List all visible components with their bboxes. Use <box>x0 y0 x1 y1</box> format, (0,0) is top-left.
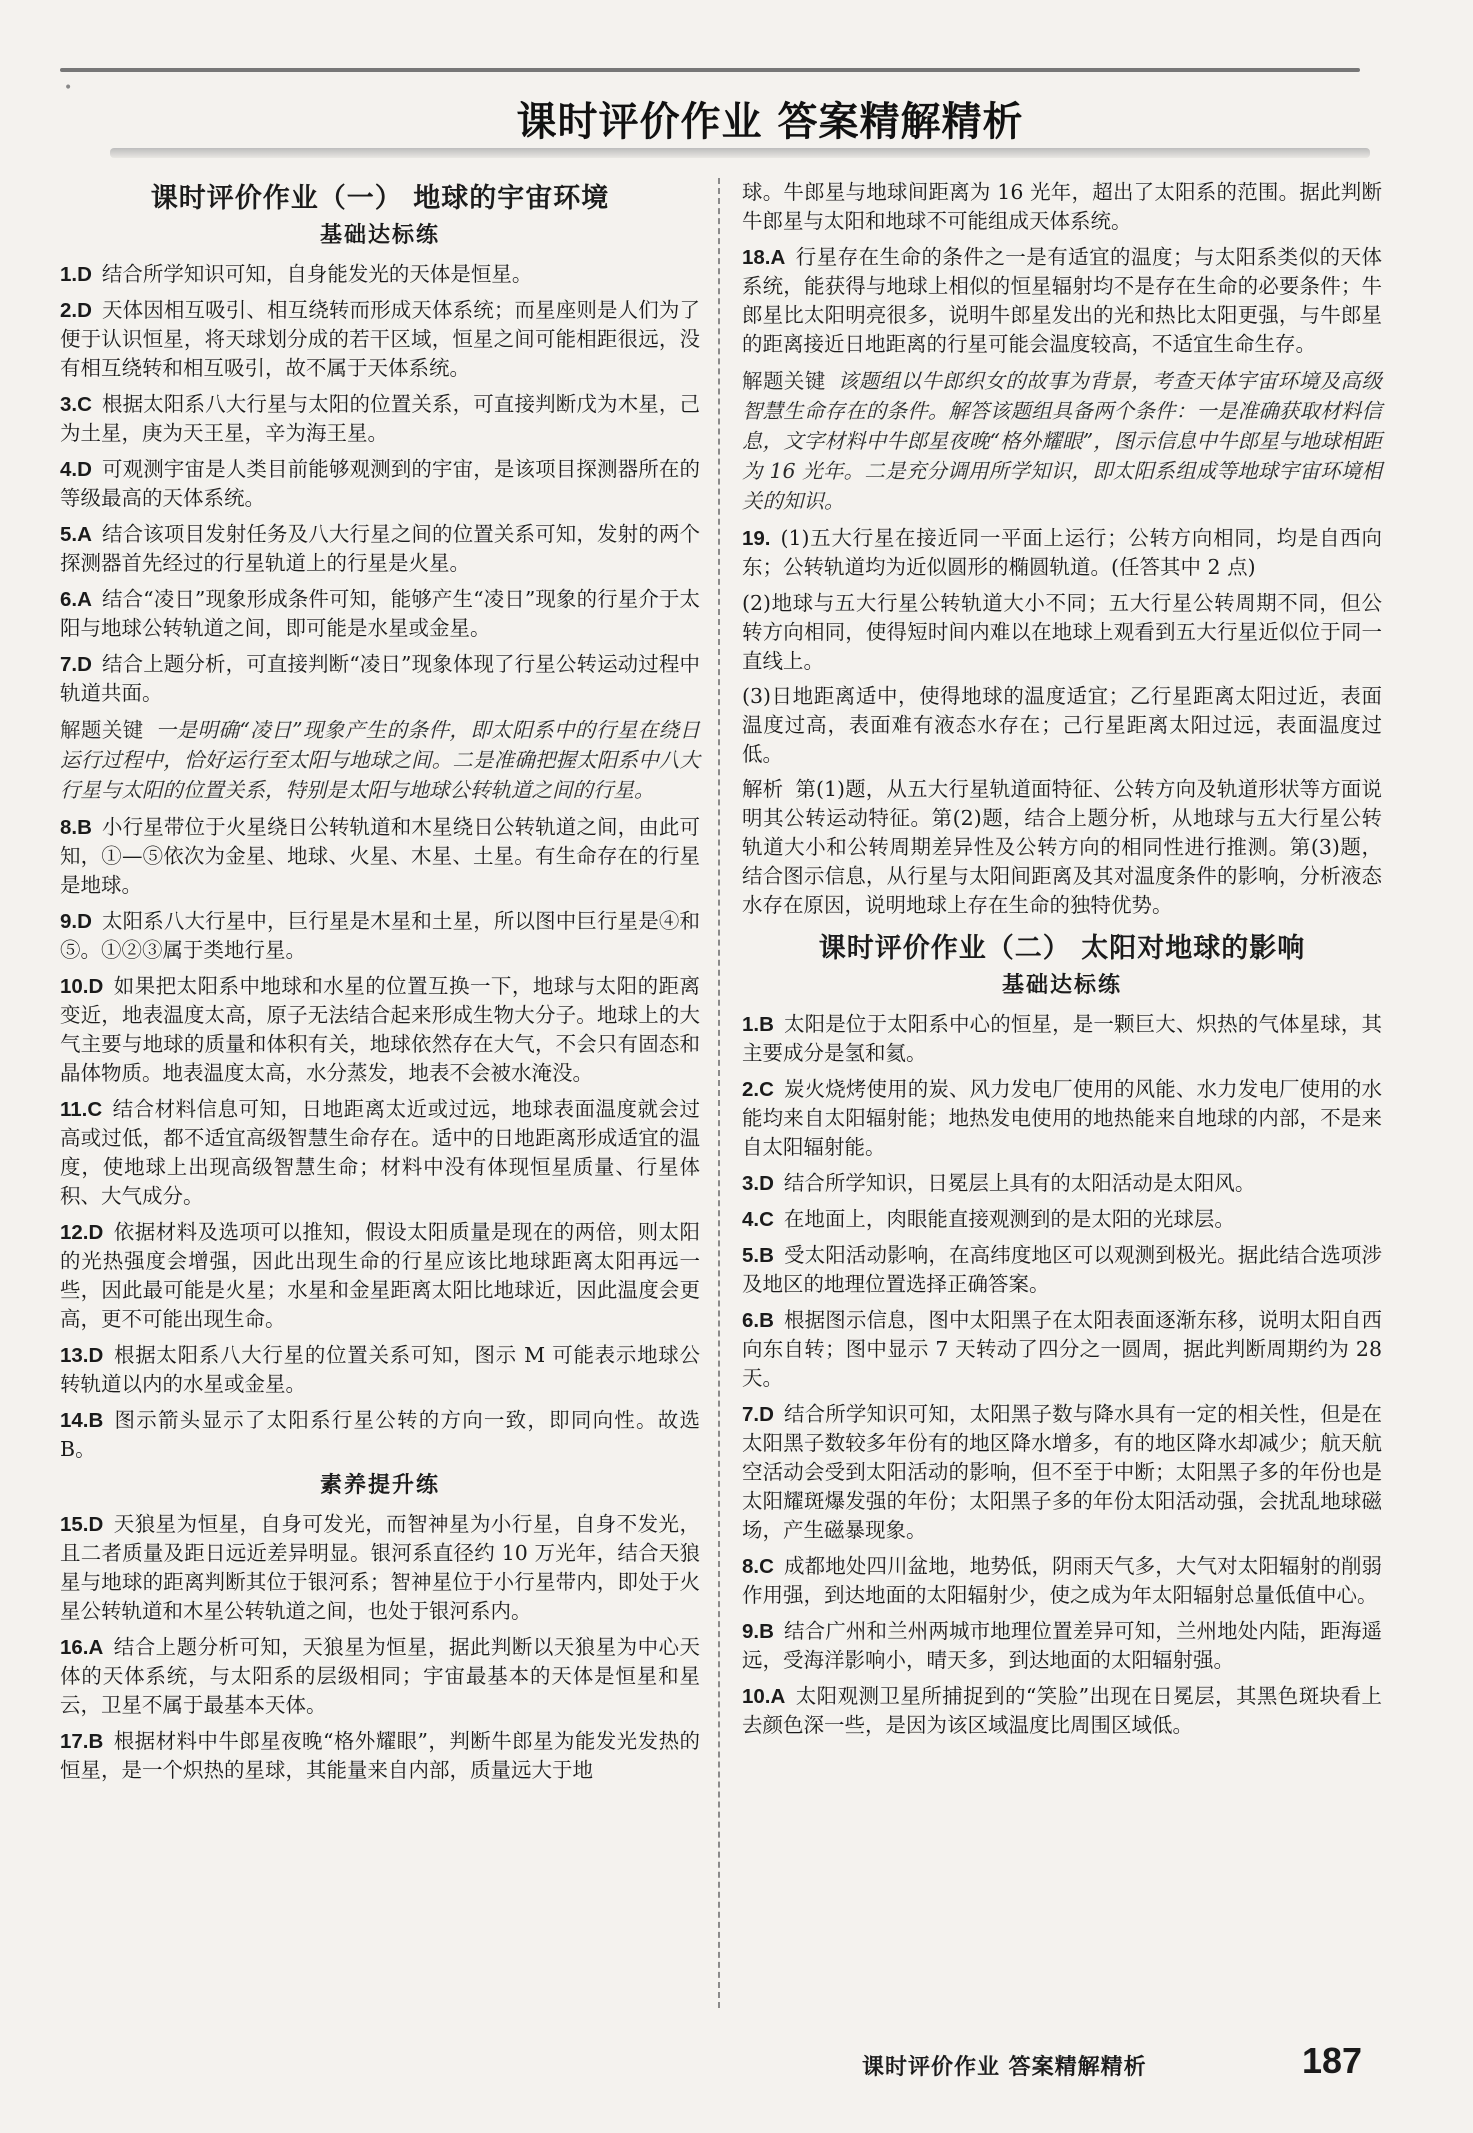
answer-number: 16.A <box>60 1636 104 1659</box>
answer-text: 太阳观测卫星所捕捉到的“笑脸”出现在日冕层，其黑色斑块看上去颜色深一些，是因为该区域温度比周围区域低。 <box>742 1684 1382 1737</box>
section-title-1: 课时评价作业（一） 地球的宇宙环境 <box>150 183 610 214</box>
answer-number: 7.D <box>742 1403 774 1426</box>
answer-number: 8.C <box>742 1555 774 1578</box>
answer-number: 19. <box>742 527 771 550</box>
answer-number: 6.A <box>60 588 92 611</box>
answer-part-3: (3)日地距离适中，使得地球的温度适宜；乙行星距离太阳过近，表面温度过高，表面难有液态水存在；己行星距离太阳过远，表面温度过低。 <box>742 684 1382 766</box>
header-band <box>110 148 1370 158</box>
answer-text: 太阳是位于太阳系中心的恒星，是一颗巨大、炽热的气体星球，其主要成分是氢和氦。 <box>742 1012 1382 1065</box>
answer-number: 3.C <box>60 393 92 416</box>
column-divider <box>718 178 720 2008</box>
answer-item <box>60 1095 700 1211</box>
answer-number: 9.D <box>60 910 92 933</box>
answer-item <box>60 1341 700 1399</box>
answer-text: 根据图示信息，图中太阳黑子在太阳表面逐渐东移，说明太阳自西向东自转；图中显示 7 天转动了四分之一圆周，据此判断周期约为 28 天。 <box>742 1308 1382 1390</box>
answer-item <box>60 1727 700 1785</box>
answer-number: 18.A <box>742 246 786 269</box>
answer-item <box>60 296 700 383</box>
analysis-paragraph <box>742 775 1382 920</box>
answer-item <box>60 1510 700 1626</box>
answer-number: 2.C <box>742 1078 774 1101</box>
header-rule <box>60 68 1360 72</box>
answer-number: 2.D <box>60 299 92 322</box>
answer-item <box>60 972 700 1088</box>
answer-number: 17.B <box>60 1730 104 1753</box>
answer-number: 15.D <box>60 1513 104 1536</box>
basic-practice-title: 基础达标练 <box>1001 973 1122 998</box>
page-number: 187 <box>1302 2040 1363 2081</box>
answer-text: 依据材料及选项可以推知，假设太阳质量是现在的两倍，则太阳的光热强度会增强，因此出现生命的行星应该比地球距离太阳再远一些，因此最可能是火星；水星和金星距离太阳比地球近，因此温度会更高，更不可能出现生命。 <box>60 1220 700 1331</box>
answer-item <box>742 1552 1382 1610</box>
answer-part-2: (2)地球与五大行星公转轨道大小不同；五大行星公转周期不同，但公转方向相同，使得短时间内难以在地球上观看到五大行星近似位于同一直线上。 <box>742 591 1382 673</box>
answer-item <box>742 1169 1382 1198</box>
answer-number: 1.B <box>742 1013 774 1036</box>
answer-number: 10.D <box>60 975 104 998</box>
answer-item <box>742 1010 1382 1068</box>
answer-item <box>742 1205 1382 1234</box>
advanced-practice-title: 素养提升练 <box>319 1473 440 1498</box>
answer-item <box>60 1406 700 1464</box>
analysis-label: 解析 <box>742 777 784 801</box>
answer-number: 12.D <box>60 1221 104 1244</box>
answer-item <box>742 1241 1382 1299</box>
answer-item <box>60 260 700 289</box>
answer-item <box>742 1075 1382 1162</box>
answer-text: 结合上题分析，可直接判断“凌日”现象体现了行星公转运动过程中轨道共面。 <box>60 652 700 705</box>
answer-item <box>60 585 700 643</box>
answer-text: 结合所学知识，日冕层上具有的太阳活动是太阳风。 <box>783 1171 1256 1195</box>
answer-item <box>60 1633 700 1720</box>
answer-item <box>60 650 700 708</box>
left-column <box>60 178 700 1792</box>
answer-text: 结合该项目发射任务及八大行星之间的位置关系可知，发射的两个探测器首先经过的行星轨道上的行星是火星。 <box>60 522 700 575</box>
page-header-title: 课时评价作业 答案精解精析 <box>516 99 1024 145</box>
basic-practice-title: 基础达标练 <box>319 223 440 248</box>
answer-text: 行星存在生命的条件之一是有适宜的温度；与太阳系类似的天体系统，能获得与地球上相似的恒星辐射均不是存在生命的必要条件；牛郎星比太阳明亮很多，说明牛郎星发出的光和热比太阳更强，与牛郎星的距离接近日地距离的行星可能会温度较高，不适宜生命生存。 <box>742 245 1382 356</box>
answer-number: 8.B <box>60 816 92 839</box>
answer-item <box>60 520 700 578</box>
answer-item-19 <box>742 524 1382 582</box>
answer-number: 11.C <box>60 1098 103 1121</box>
answer-number: 14.B <box>60 1409 104 1432</box>
solution-key-note <box>60 715 700 805</box>
answer-text: 图示箭头显示了太阳系行星公转的方向一致，即同向性。故选 B。 <box>60 1408 700 1461</box>
answer-item <box>60 907 700 965</box>
answer-number: 7.D <box>60 653 92 676</box>
answer-number: 5.B <box>742 1244 774 1267</box>
answer-item <box>742 243 1382 359</box>
answer-item <box>742 1306 1382 1393</box>
answer-text: 结合所学知识可知，太阳黑子数与降水具有一定的相关性，但是在太阳黑子数较多年份有的地区降水增多，有的地区降水却减少；航天航空活动会受到太阳活动的影响，但不至于中断；太阳黑子多的年份也是太阳耀斑爆发强的年份；太阳黑子多的年份太阳活动强，会扰乱地球磁场，产生磁暴现象。 <box>742 1402 1382 1542</box>
answer-number: 6.B <box>742 1309 774 1332</box>
header-decoration: • <box>64 80 73 96</box>
right-column <box>742 178 1382 1747</box>
answer-text: 结合上题分析可知，天狼星为恒星，据此判断以天狼星为中心天体的天体系统，与太阳系的层级相同；宇宙最基本的天体是恒星和星云，卫星不属于最基本天体。 <box>60 1635 700 1717</box>
answer-number: 9.B <box>742 1620 774 1643</box>
note-label: 解题关键 <box>60 718 144 742</box>
footer-label: 课时评价作业 答案精解精析 <box>862 2055 1147 2080</box>
answer-item <box>742 1617 1382 1675</box>
answer-text: 炭火烧烤使用的炭、风力发电厂使用的风能、水力发电厂使用的水能均来自太阳辐射能；地热发电使用的地热能来自地球的内部，不是来自太阳辐射能。 <box>742 1077 1382 1159</box>
answer-text: 结合“凌日”现象形成条件可知，能够产生“凌日”现象的行星介于太阳与地球公转轨道之间，即可能是水星或金星。 <box>60 587 700 640</box>
analysis-text: 第(1)题，从五大行星轨道面特征、公转方向及轨道形状等方面说明其公转运动特征。第(2)题，结合上题分析，从地球与五大行星公转轨道大小和公转周期差异性及公转方向的相同性进行推测。第(3)题，结合图示信息，从行星与太阳间距离及其对温度条件的影响，分析液态水存在原因，说明地球上存在生命的独特优势。 <box>742 777 1382 917</box>
answer-text: 在地面上，肉眼能直接观测到的是太阳的光球层。 <box>783 1207 1235 1231</box>
answer-text: 小行星带位于火星绕日公转轨道和木星绕日公转轨道之间，由此可知，①—⑤依次为金星、地球、火星、木星、土星。有生命存在的行星是地球。 <box>60 815 700 897</box>
answer-item <box>742 1682 1382 1740</box>
answer-text: 根据太阳系八大行星的位置关系可知，图示 M 可能表示地球公转轨道以内的水星或金星。 <box>60 1343 700 1396</box>
solution-key-note <box>742 366 1382 516</box>
answer-item <box>60 390 700 448</box>
answer-text: 结合广州和兰州两城市地理位置差异可知，兰州地处内陆，距海遥远，受海洋影响小，晴天多，到达地面的太阳辐射强。 <box>742 1619 1382 1672</box>
answer-text: 受太阳活动影响，在高纬度地区可以观测到极光。据此结合选项涉及地区的地理位置选择正确答案。 <box>742 1243 1382 1296</box>
answer-text: 根据太阳系八大行星与太阳的位置关系，可直接判断戊为木星，己为土星，庚为天王星，辛为海王星。 <box>60 392 700 445</box>
answer-text: 可观测宇宙是人类目前能够观测到的宇宙，是该项目探测器所在的等级最高的天体系统。 <box>60 457 700 510</box>
answer-number: 1.D <box>60 263 92 286</box>
answer-text: 根据材料中牛郎星夜晚“格外耀眼”，判断牛郎星为能发光发热的恒星，是一个炽热的星球，其能量来自内部，质量远大于地 <box>60 1729 700 1782</box>
answer-text: 结合材料信息可知，日地距离太近或过远，地球表面温度就会过高或过低，都不适宜高级智慧生命存在。适中的日地距离形成适宜的温度，使地球上出现高级智慧生命；材料中没有体现恒星质量、行星体积、大气成分。 <box>60 1097 700 1208</box>
answer-number: 3.D <box>742 1172 774 1195</box>
note-label: 解题关键 <box>742 369 826 393</box>
answer-item <box>60 455 700 513</box>
answer-number: 4.C <box>742 1208 774 1231</box>
answer-number: 10.A <box>742 1685 786 1708</box>
answer-item <box>60 1218 700 1334</box>
answer-text: 太阳系八大行星中，巨行星是木星和土星，所以图中巨行星是④和⑤。①②③属于类地行星。 <box>60 909 700 962</box>
answer-text: 成都地处四川盆地，地势低，阴雨天气多，大气对太阳辐射的削弱作用强，到达地面的太阳辐射少，使之成为年太阳辐射总量低值中心。 <box>742 1554 1382 1607</box>
answer-item <box>60 813 700 900</box>
answer-number: 13.D <box>60 1344 104 1367</box>
answer-text: 天狼星为恒星，自身可发光，而智神星为小行星，自身不发光，且二者质量及距日远近差异明显。银河系直径约 10 万光年，结合天狼星与地球的距离判断其位于银河系；智神星位于小行星带内，即处于火星公转轨道和木星公转轨道之间，也处于银河系内。 <box>60 1512 700 1623</box>
answer-number: 5.A <box>60 523 92 546</box>
answer-continuation: 球。牛郎星与地球间距离为 16 光年，超出了太阳系的范围。据此判断牛郎星与太阳和地球不可能组成天体系统。 <box>742 180 1382 233</box>
answer-text: 结合所学知识可知，自身能发光的天体是恒星。 <box>101 262 533 286</box>
answer-item <box>742 1400 1382 1545</box>
note-text: 该题组以牛郎织女的故事为背景，考查天体宇宙环境及高级智慧生命存在的条件。解答该题组具备两个条件：一是准确获取材料信息，文字材料中牛郎星夜晚“格外耀眼”，图示信息中牛郎星与地球相距为 16 光年。二是充分调用所学知识，即太阳系组成等地球宇宙环境相关的知识。 <box>742 369 1383 513</box>
answer-text: 如果把太阳系中地球和水星的位置互换一下，地球与太阳的距离变近，地表温度太高，原子无法结合起来形成生物大分子。地球上的大气主要与地球的质量和体积有关，地球依然存在大气，不会只有固态和晶体物质。地表温度太高，水分蒸发，地表不会被水淹没。 <box>60 974 700 1085</box>
answer-number: 4.D <box>60 458 92 481</box>
answer-text: 天体因相互吸引、相互绕转而形成天体系统；而星座则是人们为了便于认识恒星，将天球划分成的若干区域，恒星之间可能相距很远，没有相互绕转和相互吸引，故不属于天体系统。 <box>60 298 700 380</box>
note-text: 一是明确“凌日”现象产生的条件，即太阳系中的行星在绕日运行过程中，恰好运行至太阳与地球之间。二是准确把握太阳系中八大行星与太阳的位置关系，特别是太阳与地球公转轨道之间的行星。 <box>60 718 700 802</box>
section-title-2: 课时评价作业（二） 太阳对地球的影响 <box>818 933 1306 964</box>
answer-part-1: (1)五大行星在接近同一平面上运行；公转方向相同，均是自西向东；公转轨道均为近似圆形的椭圆轨道。(任答其中 2 点) <box>742 526 1382 579</box>
